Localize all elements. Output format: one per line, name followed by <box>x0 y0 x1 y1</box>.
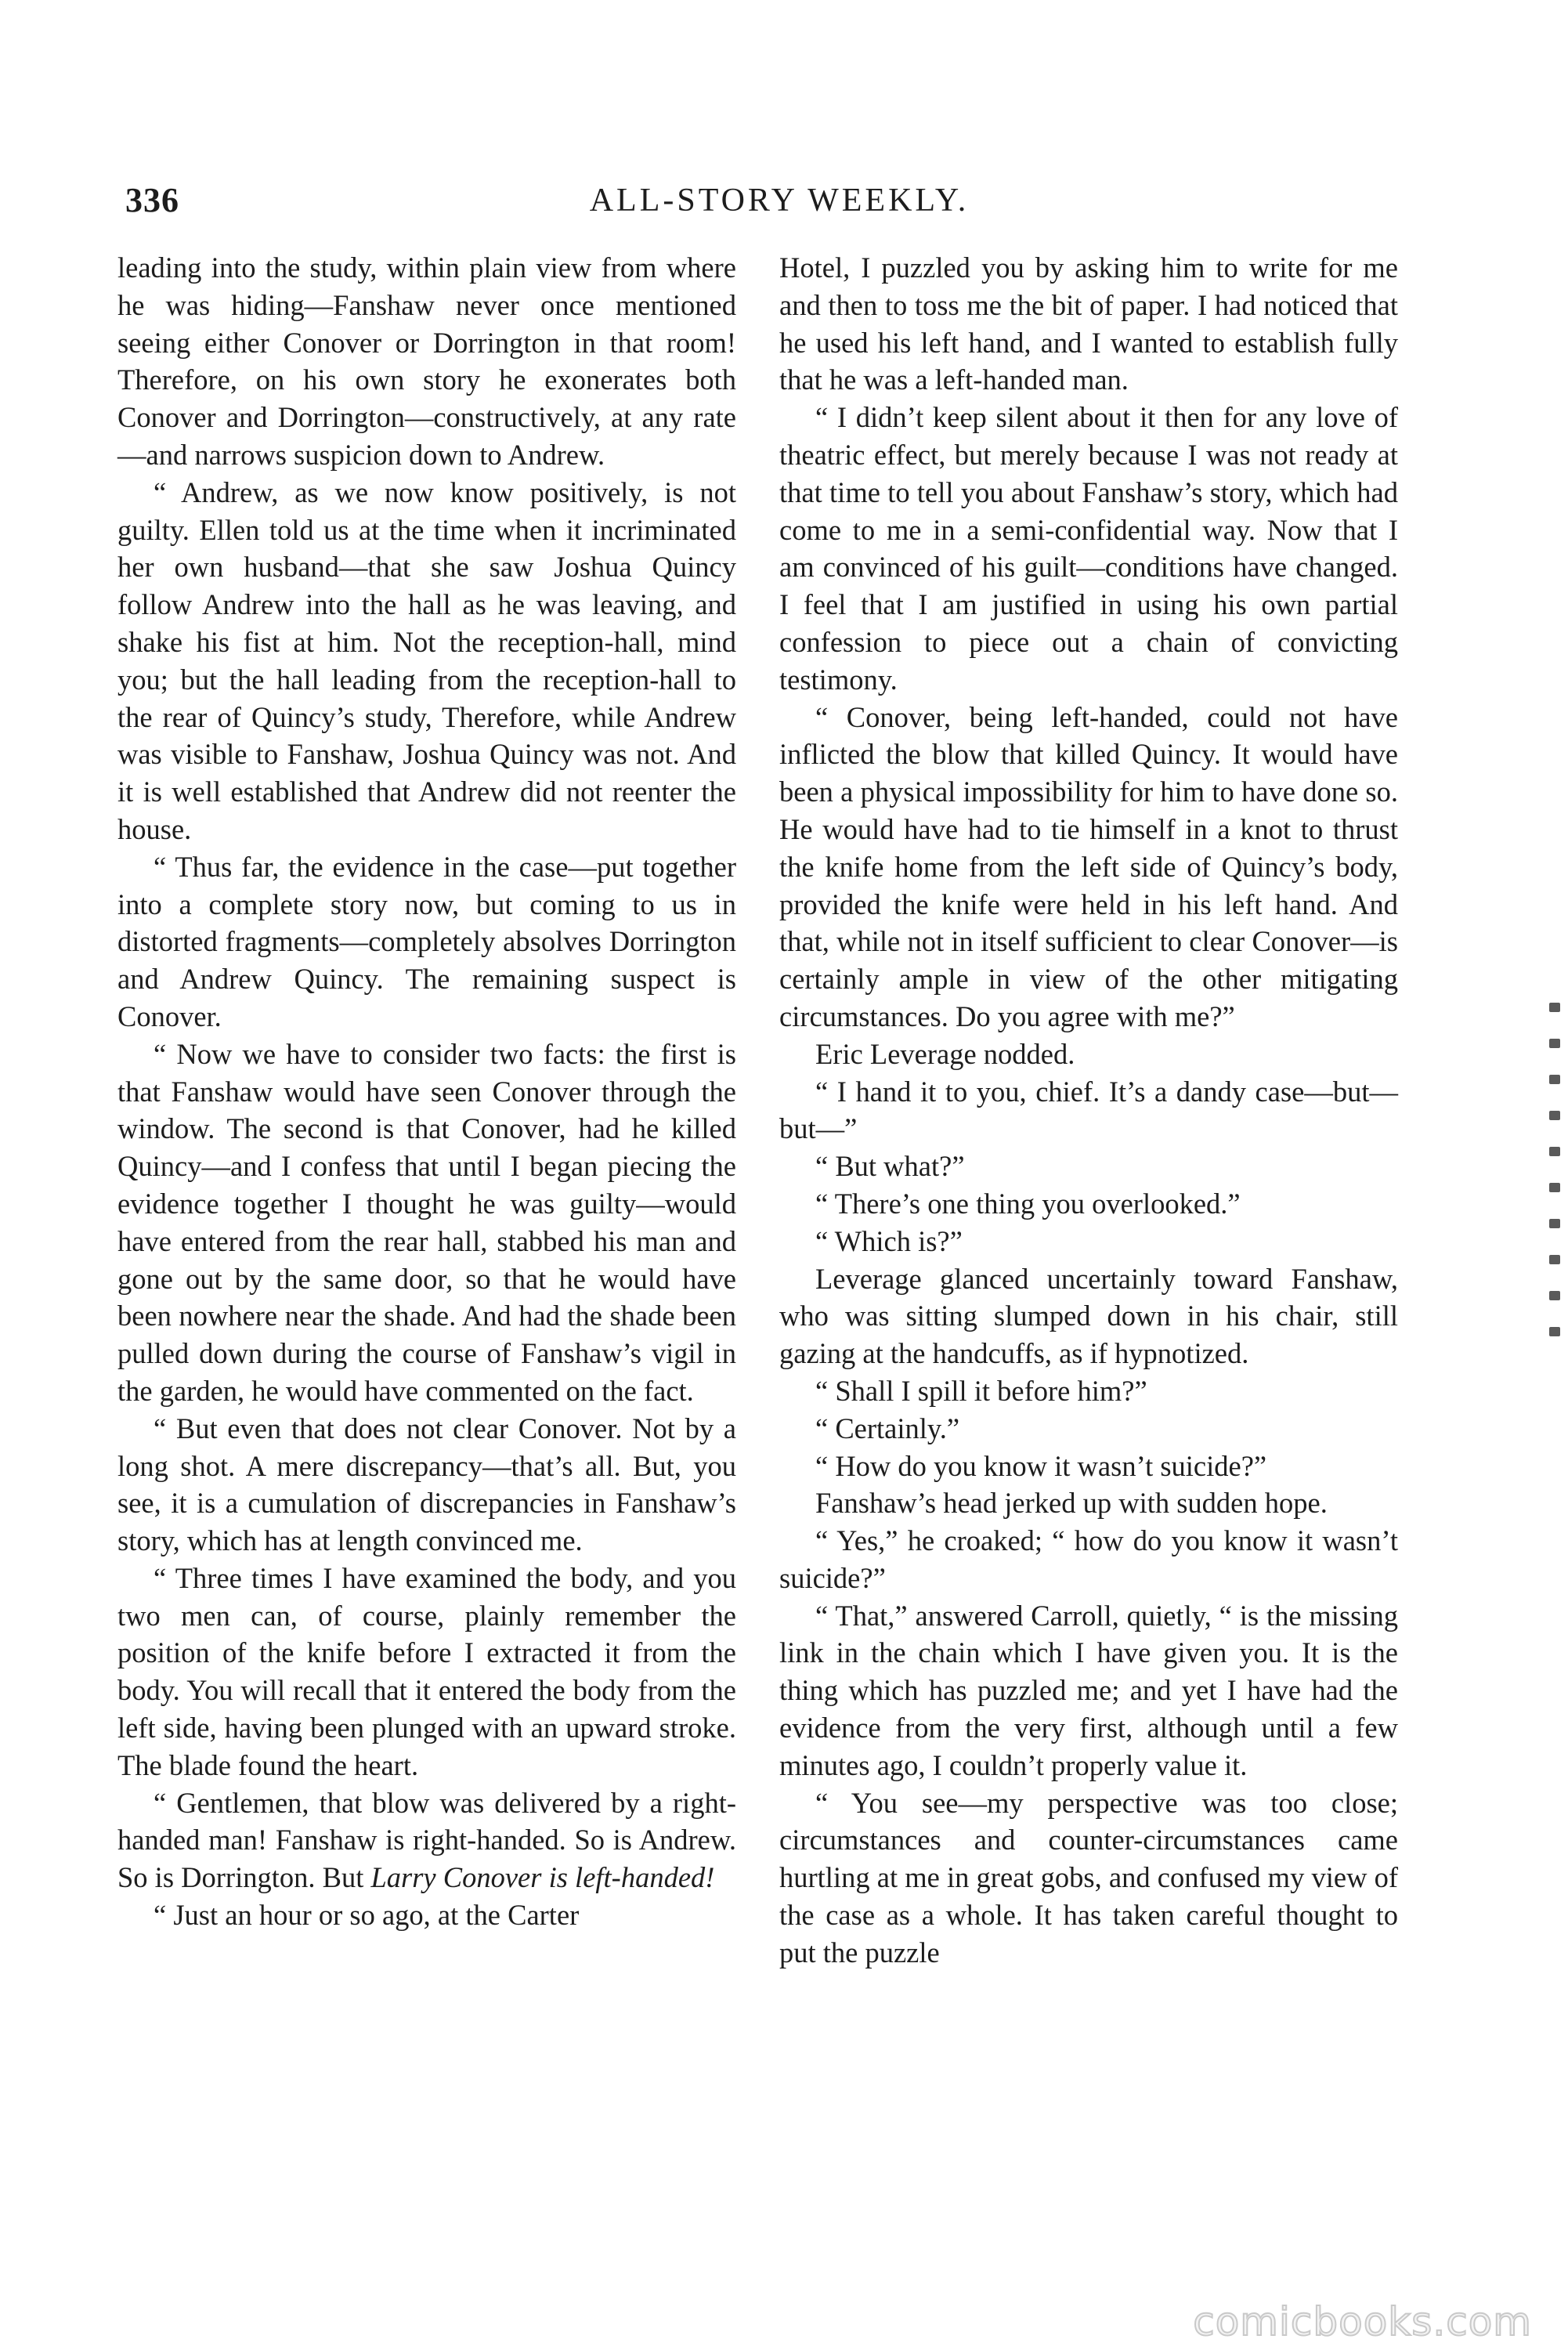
edge-mark <box>1549 1291 1560 1300</box>
paragraph: “ Which is?” <box>815 1224 963 1257</box>
right-column <box>779 249 1398 1972</box>
paragraph: “ But what?” <box>815 1150 965 1183</box>
paragraph: “ Certainly.” <box>815 1412 960 1444</box>
edge-mark <box>1549 1111 1560 1120</box>
edge-mark <box>1549 1075 1560 1084</box>
paragraph: “ Now we have to consider two facts: the first is that Fanshaw would have seen Conover through the window. The second is that Conover, had he killed Quincy—and I confess that until I began piecing the evidence together I thought he was guilty—would have entered from the rear hall, stabbed his man and gone out by the same door, so that he would have been nowhere near the shade. And had the shade been pulled down during the course of Fanshaw’s vigil in the garden, he would have commented on the fact. <box>117 1037 736 1407</box>
page-header <box>125 180 1433 235</box>
paragraph: Leverage glanced uncertainly toward Fanshaw, who was sitting slumped down in his chair, still gazing at the handcuffs, as if hypnotized. <box>779 1262 1398 1370</box>
paragraph: Fanshaw’s head jerked up with sudden hope. <box>815 1487 1328 1520</box>
edge-mark <box>1549 1327 1560 1336</box>
left-column <box>117 249 736 1934</box>
emphasis-text: Larry Conover is left-handed! <box>370 1861 715 1894</box>
paragraph: leading into the study, within plain view from where he was hiding—Fanshaw never once mentioned seeing either Conover or Dorrington in that room! Therefore, on his own story he exonerates both Conover and Dorrington—constructively, at any rate—and narrows suspicion down to Andrew. <box>117 251 736 471</box>
edge-mark <box>1549 1039 1560 1048</box>
page-number: 336 <box>125 181 179 219</box>
page-edge-marks <box>1549 1003 1568 1347</box>
paragraph: “ But even that does not clear Conover. Not by a long shot. A mere discrepancy—that’s all. But, you see, it is a cumulation of discrepancies in Fanshaw’s story, which has at length convinced me. <box>117 1412 736 1557</box>
paragraph: “ Conover, being left-handed, could not have inflicted the blow that killed Quincy. It would have been a physical impossibility for him to have done so. He would have had to tie himself in a knot to thrust the knife home from the left side of Quincy’s body, provided the knife were held in his left hand. And that, while not in itself sufficient to clear Conover—is certainly ample in view of the other mitigating circumstances. Do you agree with me?” <box>779 700 1398 1032</box>
paragraph: “ How do you know it wasn’t suicide?” <box>815 1449 1267 1482</box>
edge-mark <box>1549 1219 1560 1228</box>
edge-mark <box>1549 1255 1560 1264</box>
paragraph: “ Yes,” he croaked; “ how do you know it wasn’t suicide?” <box>779 1524 1398 1594</box>
watermark: comicbooks.com <box>1193 2299 1532 2345</box>
paragraph: “ I didn’t keep silent about it then for any love of theatric effect, but merely because I was not ready at that time to tell you about Fanshaw’s story, which had come to me in a semi-confidential way. Now that I am convinced of his guilt—conditions have changed. I feel that I am justified in using his own partial confession to piece out a chain of convicting testimony. <box>779 401 1398 696</box>
edge-mark <box>1549 1003 1560 1012</box>
paragraph: “ You see—my perspective was too close; circumstances and counter-circumstances came hurtling at me in great gobs, and confused my view of the case as a whole. It has taken careful thought to put the puzzle <box>779 1786 1398 1969</box>
paragraph-text: “ Gentlemen, that blow was delivered by a right-handed man! Fanshaw is right-handed. So is Andrew. So is Dorrington. But <box>117 1786 736 1894</box>
paragraph: Eric Leverage nodded. <box>815 1037 1075 1070</box>
paragraph: “ I hand it to you, chief. It’s a dandy case—but—but—” <box>779 1075 1398 1145</box>
paragraph: “ Shall I spill it before him?” <box>815 1374 1147 1407</box>
running-head: ALL-STORY WEEKLY. <box>589 183 970 219</box>
paragraph: “ Three times I have examined the body, and you two men can, of course, plainly remember the position of the knife before I extracted it from the body. You will recall that it entered the body from the left side, having been plunged with an upward stroke. The blade found the heart. <box>117 1561 736 1781</box>
paragraph: “ That,” answered Carroll, quietly, “ is the missing link in the chain which I have given you. It is the thing which has puzzled me; and yet I have had the evidence from the very first, although until a few minutes ago, I couldn’t properly value it. <box>779 1599 1398 1781</box>
edge-mark <box>1549 1183 1560 1192</box>
paragraph: “ Just an hour or so ago, at the Carter <box>154 1899 580 1932</box>
paragraph: “ Thus far, the evidence in the case—put together into a complete story now, but coming to us in distorted fragments—completely absolves Dorrington and Andrew Quincy. The remaining suspect is Conover. <box>117 850 736 1032</box>
paragraph-with-emphasis <box>117 1784 736 1896</box>
edge-mark <box>1549 1147 1560 1156</box>
paragraph: “ There’s one thing you overlooked.” <box>815 1187 1241 1220</box>
paragraph: Hotel, I puzzled you by asking him to write for me and then to toss me the bit of paper. I had noticed that he used his left hand, and I wanted to establish fully that he was a left-handed man. <box>779 251 1398 396</box>
paragraph: “ Andrew, as we now know positively, is not guilty. Ellen told us at the time when it incriminated her own husband—that she saw Joshua Quincy follow Andrew into the hall as he was leaving, and shake his fist at him. Not the reception-hall, mind you; but the hall leading from the reception-hall to the rear of Quincy’s study, Therefore, while Andrew was visible to Fanshaw, Joshua Quincy was not. And it is well established that Andrew did not reenter the house. <box>117 475 736 845</box>
